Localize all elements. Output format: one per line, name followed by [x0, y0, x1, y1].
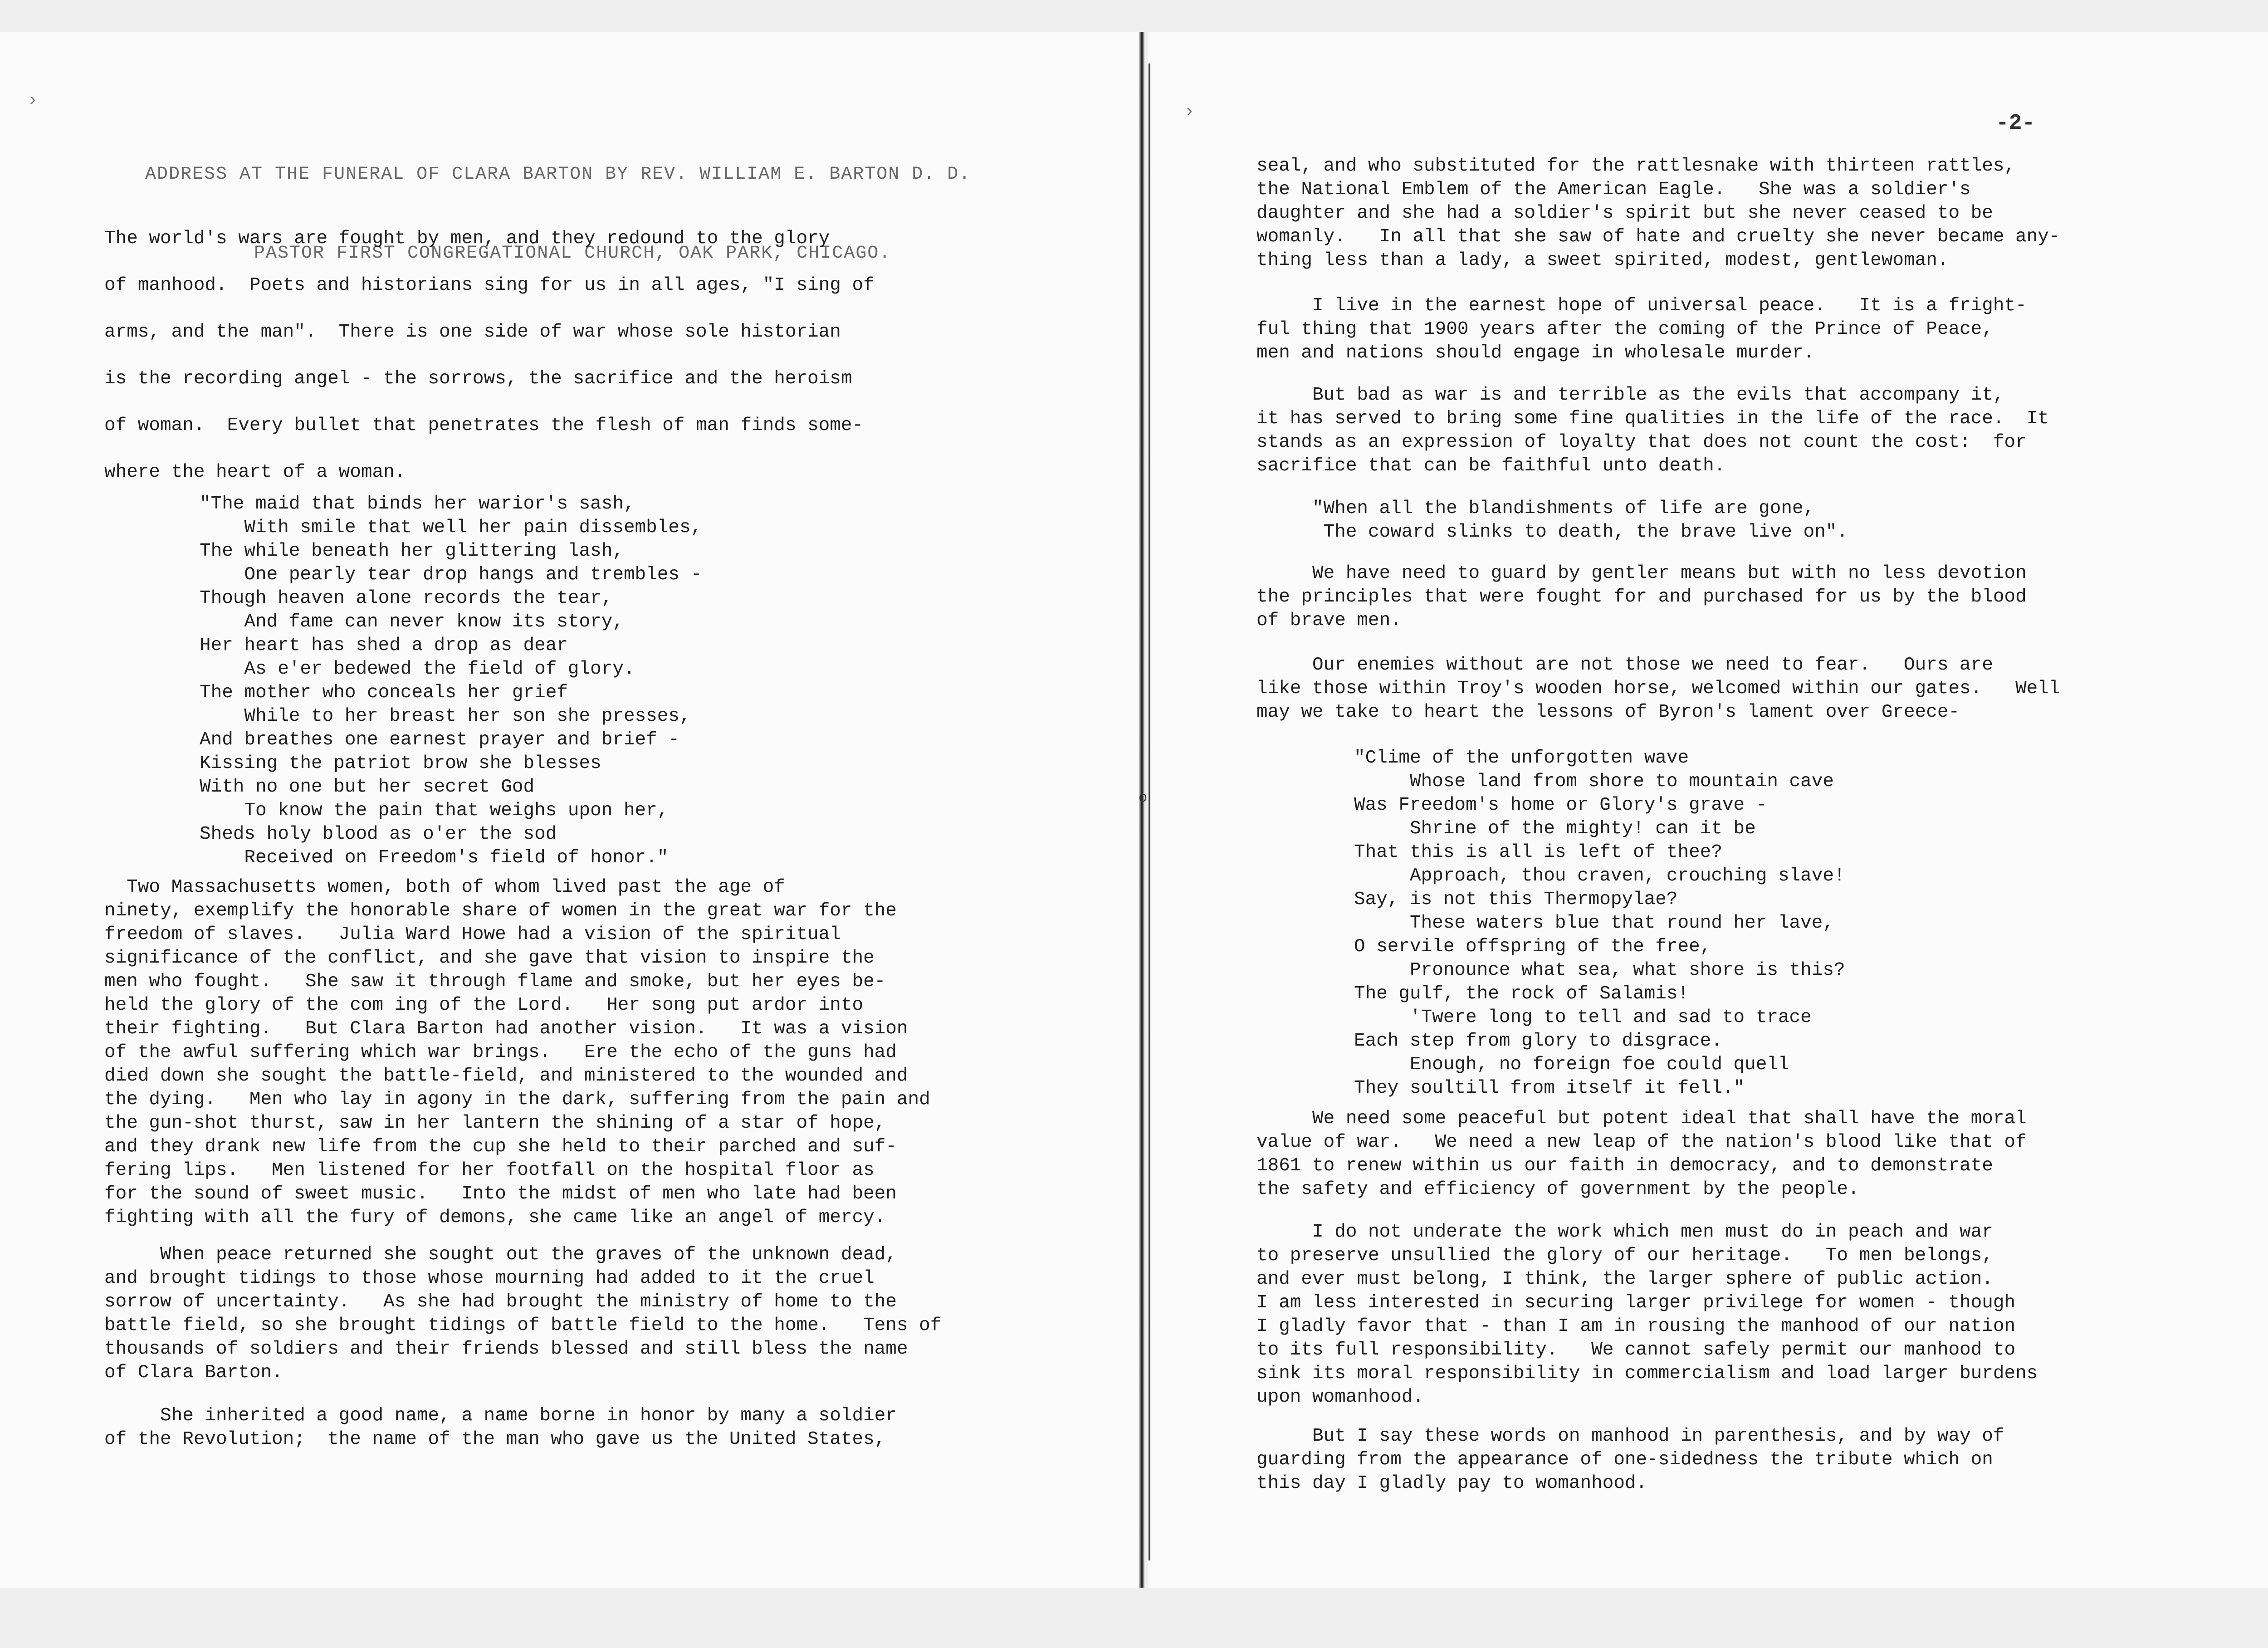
massachusetts-paragraph	[104, 875, 930, 1229]
text-line: But bad as war is and terrible as the evils that accompany it,	[1256, 385, 2004, 406]
text-line: I am less interested in securing larger privilege for women - though	[1256, 1292, 2016, 1313]
text-line: We have need to guard by gentler means but with no less devotion	[1256, 563, 2027, 584]
text-line: of the awful suffering which war brings. Ere the echo of the guns had	[104, 1042, 897, 1063]
text-line: died down she sought the battle-field, and ministered to the wounded and	[104, 1066, 908, 1086]
text-line: Approach, thou craven, crouching slave!	[1354, 866, 1845, 886]
text-line: value of war. We need a new leap of the nation's blood like that of	[1256, 1132, 2027, 1153]
text-line: "The maid that binds her warior's sash,	[200, 494, 635, 514]
parenthesis-paragraph	[1256, 1424, 2004, 1495]
text-line: may we take to heart the lessons of Byron's lament over Greece-	[1256, 702, 1960, 723]
text-line: freedom of slaves. Julia Ward Howe had a vision of the spiritual	[104, 924, 841, 945]
text-line: One pearly tear drop hangs and trembles -	[200, 564, 702, 585]
binding-line	[1149, 64, 1150, 1560]
heading-line-2: PASTOR FIRST CONGREGATIONAL CHURCH, OAK PARK, CHICAGO.	[254, 243, 891, 264]
text-line: thing less than a lady, a sweet spirited, modest, gentlewoman.	[1256, 250, 1949, 271]
text-line: The mother who conceals her grief	[200, 682, 568, 703]
text-line: But I say these words on manhood in parenthesis, and by way of	[1256, 1426, 2004, 1447]
text-line: She inherited a good name, a name borne in honor by many a soldier	[104, 1405, 897, 1426]
text-line: men who fought. She saw it through flame and smoke, but her eyes be-	[104, 971, 886, 992]
text-line: held the glory of the com ing of the Lord. Her song put ardor into	[104, 995, 864, 1016]
text-line: Received on Freedom's field of honor."	[200, 847, 669, 868]
text-line: and ever must belong, I think, the larger sphere of public action.	[1256, 1269, 1993, 1290]
page-number: -2-	[1996, 111, 2035, 136]
text-line: of manhood. Poets and historians sing for us in all ages, "I sing of	[104, 275, 875, 296]
text-line: the principles that were fought for and purchased for us by the blood	[1256, 587, 2027, 607]
text-line: The coward slinks to death, the brave live on".	[1256, 522, 1848, 543]
scan-mark-right: ›	[1184, 102, 1195, 122]
heading-line-1: ADDRESS AT THE FUNERAL OF CLARA BARTON BY REV. WILLIAM E. BARTON D. D.	[145, 164, 971, 185]
binding-gutter	[1139, 32, 1148, 1588]
text-line: ful thing that 1900 years after the coming of the Prince of Peace,	[1256, 319, 1993, 340]
text-line: And breathes one earnest prayer and brief -	[200, 729, 679, 750]
enemies-paragraph	[1256, 653, 2060, 724]
text-line: guarding from the appearance of one-sidedness the tribute which on	[1256, 1449, 1993, 1470]
text-line: And fame can never know its story,	[200, 611, 624, 632]
guard-paragraph	[1256, 562, 2027, 632]
text-line: of the Revolution; the name of the man who gave us the United States,	[104, 1429, 886, 1450]
text-line: upon womanhood.	[1256, 1387, 1424, 1408]
text-line: is the recording angel - the sorrows, the sacrifice and the heroism	[104, 368, 852, 389]
text-line: With no one but her secret God	[200, 777, 535, 797]
text-line: fighting with all the fury of demons, she came like an angel of mercy.	[104, 1207, 886, 1228]
text-line: I live in the earnest hope of universal peace. It is a fright-	[1256, 295, 2027, 316]
text-line: sink its moral responsibility in commercialism and load larger burdens	[1256, 1363, 2038, 1384]
text-line: The while beneath her glittering lash,	[200, 541, 624, 562]
text-line: 1861 to renew within us our faith in democracy, and to demonstrate	[1256, 1155, 1993, 1176]
text-line: Was Freedom's home or Glory's grave -	[1354, 795, 1767, 816]
good-name-paragraph	[104, 1404, 897, 1451]
manhood-paragraph	[1256, 1220, 2038, 1409]
text-line: stands as an expression of loyalty that does not count the cost: for	[1256, 432, 2027, 453]
text-line: Shrine of the mighty! can it be	[1354, 818, 1756, 839]
text-line: While to her breast her son she presses,	[200, 706, 691, 727]
text-line: thousands of soldiers and their friends blessed and still bless the name	[104, 1339, 908, 1359]
text-line: their fighting. But Clara Barton had another vision. It was a vision	[104, 1018, 908, 1039]
text-line: womanly. In all that she saw of hate and cruelty she never became any-	[1256, 226, 2060, 247]
text-line: of Clara Barton.	[104, 1362, 283, 1383]
byron-poem	[1354, 746, 1845, 1100]
text-line: battle field, so she brought tidings of battle field to the home. Tens of	[104, 1315, 942, 1336]
text-line: Kissing the patriot brow she blesses	[200, 753, 601, 774]
text-line: We need some peaceful but potent ideal that shall have the moral	[1256, 1108, 2027, 1129]
text-line: to its full responsibility. We cannot safely permit our manhood to	[1256, 1340, 2016, 1360]
text-line: significance of the conflict, and she gave that vision to inspire the	[104, 948, 875, 968]
text-line: arms, and the man". There is one side of war whose sole historian	[104, 322, 841, 342]
blandishments-quote	[1256, 497, 1848, 544]
text-line: "When all the blandishments of life are gone,	[1256, 498, 1815, 519]
text-line: Enough, no foreign foe could quell	[1354, 1054, 1789, 1075]
text-line: "Clime of the unforgotten wave	[1354, 748, 1689, 768]
text-line: Say, is not this Thermopylae?	[1354, 889, 1678, 910]
text-line: the dying. Men who lay in agony in the dark, suffering from the pain and	[104, 1089, 930, 1110]
text-line: That this is all is left of thee?	[1354, 842, 1722, 863]
text-line: With smile that well her pain dissembles,	[200, 517, 702, 538]
text-line: like those within Troy's wooden horse, welcomed within our gates. Well	[1256, 678, 2060, 699]
text-line: Whose land from shore to mountain cave	[1354, 771, 1834, 792]
text-line: where the heart of a woman.	[104, 462, 406, 483]
text-line: Sheds holy blood as o'er the sod	[200, 824, 557, 845]
text-line: Though heaven alone records the tear,	[200, 588, 613, 609]
text-line: ninety, exemplify the honorable share of women in the great war for the	[104, 900, 897, 921]
text-line: Her heart has shed a drop as dear	[200, 635, 568, 656]
text-line: When peace returned she sought out the graves of the unknown dead,	[104, 1244, 897, 1265]
left-poem	[200, 492, 702, 870]
peaceful-ideal-paragraph	[1256, 1107, 2027, 1201]
text-line: fering lips. Men listened for her footfall on the hospital floor as	[104, 1160, 875, 1181]
text-line: to preserve unsullied the glory of our heritage. To men belongs,	[1256, 1245, 1993, 1266]
bad-as-war-paragraph	[1256, 383, 2049, 478]
text-line: sorrow of uncertainty. As she had brought the ministry of home to the	[104, 1291, 897, 1312]
text-line: The world's wars are fought by men, and they redound to the glory	[104, 228, 830, 249]
universal-peace-paragraph	[1256, 294, 2027, 365]
text-line: Each step from glory to disgrace.	[1354, 1031, 1722, 1051]
text-line: Our enemies without are not those we need to fear. Ours are	[1256, 655, 1993, 675]
peace-paragraph	[104, 1243, 941, 1384]
text-line: men and nations should engage in wholesale murder.	[1256, 342, 1815, 363]
text-line: the gun-shot thurst, saw in her lantern the shining of a star of hope,	[104, 1113, 886, 1134]
text-line: seal, and who substituted for the rattlesnake with thirteen rattles,	[1256, 156, 2016, 176]
text-line: of brave men.	[1256, 610, 1402, 631]
text-line: Pronounce what sea, what shore is this?	[1354, 960, 1845, 981]
scan-mark-left: ›	[27, 91, 39, 111]
text-line: daughter and she had a soldier's spirit but she never ceased to be	[1256, 203, 1993, 224]
text-line: sacrifice that can be faithful unto death.	[1256, 455, 1725, 476]
text-line: To know the pain that weighs upon her,	[200, 800, 669, 821]
text-line: it has served to bring some fine qualities in the life of the race. It	[1256, 408, 2049, 429]
text-line: They soultill from itself it fell."	[1354, 1078, 1745, 1099]
text-line: this day I gladly pay to womanhood.	[1256, 1473, 1647, 1494]
binding-dot: o	[1139, 789, 1148, 806]
text-line: 'Twere long to tell and sad to trace	[1354, 1007, 1812, 1028]
text-line: I do not underate the work which men must do in peach and war	[1256, 1222, 1993, 1242]
text-line: I gladly favor that - than I am in rousing the manhood of our nation	[1256, 1316, 2016, 1337]
seal-paragraph	[1256, 154, 2060, 272]
text-line: The gulf, the rock of Salamis!	[1354, 983, 1689, 1004]
text-line: As e'er bedewed the field of glory.	[200, 659, 635, 680]
text-line: O servile offspring of the free,	[1354, 936, 1711, 957]
text-line: These waters blue that round her lave,	[1354, 913, 1834, 934]
text-line: Two Massachusetts women, both of whom lived past the age of	[104, 877, 785, 898]
intro-paragraph	[104, 215, 875, 496]
text-line: the National Emblem of the American Eagle. She was a soldier's	[1256, 179, 1971, 200]
text-line: the safety and efficiency of government by the people.	[1256, 1179, 1859, 1200]
text-line: and they drank new life from the cup she held to their parched and suf-	[104, 1136, 897, 1157]
text-line: of woman. Every bullet that penetrates the flesh of man finds some-	[104, 415, 864, 436]
text-line: for the sound of sweet music. Into the midst of men who late had been	[104, 1183, 897, 1204]
text-line: and brought tidings to those whose mourning had added to it the cruel	[104, 1268, 875, 1289]
